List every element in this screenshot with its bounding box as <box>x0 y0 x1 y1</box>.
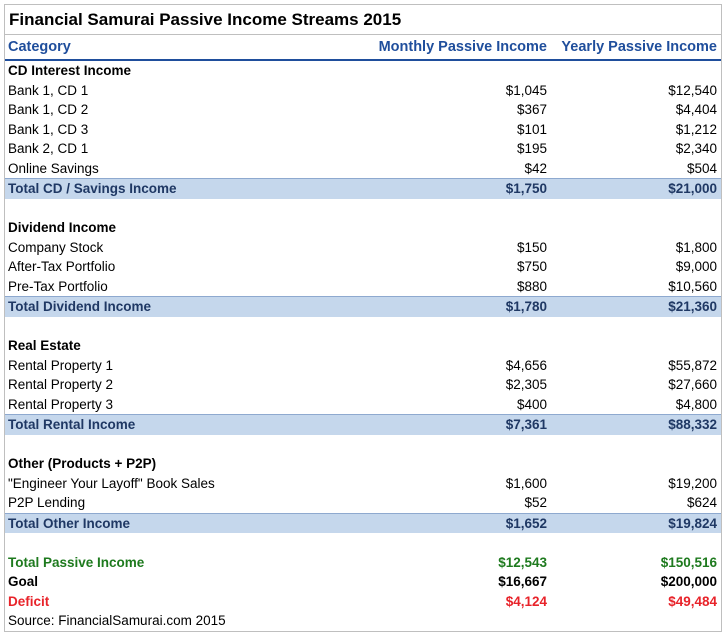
row-yearly: $1,800 <box>675 239 717 255</box>
total-monthly: $7,361 <box>505 417 547 433</box>
blank-row <box>5 317 721 337</box>
section-heading-cd <box>5 61 721 81</box>
row-monthly: $195 <box>516 141 547 157</box>
column-header-row <box>5 35 721 61</box>
row-label: Rental Property 2 <box>8 377 114 393</box>
row-yearly: $27,660 <box>668 377 717 393</box>
table-row <box>5 395 721 415</box>
row-yearly: $624 <box>686 495 717 511</box>
row-yearly: $19,200 <box>668 475 717 491</box>
section-heading-label: Other (Products + P2P) <box>8 456 157 472</box>
row-monthly: $367 <box>516 102 547 118</box>
total-label: Total Rental Income <box>8 417 136 433</box>
table-title: Financial Samurai Passive Income Streams 2015 <box>5 5 721 35</box>
source-note-row <box>5 611 721 631</box>
total-label: Total Dividend Income <box>8 299 152 315</box>
source-note: Source: FinancialSamurai.com 2015 <box>8 613 226 629</box>
summary-yearly: $150,516 <box>660 554 717 570</box>
summary-row-deficit <box>5 592 721 612</box>
row-monthly: $2,305 <box>505 377 547 393</box>
row-monthly: $42 <box>524 160 547 176</box>
summary-label: Deficit <box>8 593 50 609</box>
table-row <box>5 277 721 297</box>
column-header-category: Category <box>8 39 71 55</box>
section-heading-dividend <box>5 218 721 238</box>
row-monthly: $101 <box>516 121 547 137</box>
total-monthly: $1,652 <box>505 515 547 531</box>
summary-label: Goal <box>8 574 39 590</box>
summary-monthly: $16,667 <box>498 574 547 590</box>
row-monthly: $1,600 <box>505 475 547 491</box>
row-yearly: $4,404 <box>675 102 717 118</box>
row-label: Bank 2, CD 1 <box>8 141 89 157</box>
total-label: Total Other Income <box>8 515 131 531</box>
total-yearly: $19,824 <box>668 515 717 531</box>
row-yearly: $12,540 <box>668 82 717 98</box>
total-monthly: $1,780 <box>505 299 547 315</box>
blank-row <box>5 199 721 219</box>
row-monthly: $880 <box>516 278 547 294</box>
row-yearly: $1,212 <box>675 121 717 137</box>
row-label: Bank 1, CD 2 <box>8 102 89 118</box>
total-row-rental <box>5 414 721 435</box>
row-label: Company Stock <box>8 239 104 255</box>
blank-row <box>5 435 721 455</box>
table-row <box>5 493 721 513</box>
section-heading-other <box>5 454 721 474</box>
row-yearly: $10,560 <box>668 278 717 294</box>
row-yearly: $55,872 <box>668 357 717 373</box>
row-monthly: $750 <box>516 259 547 275</box>
column-header-yearly: Yearly Passive Income <box>561 39 717 55</box>
row-label: After-Tax Portfolio <box>8 259 116 275</box>
row-monthly: $4,656 <box>505 357 547 373</box>
total-row-cd <box>5 178 721 199</box>
table-row <box>5 356 721 376</box>
total-row-dividend <box>5 296 721 317</box>
summary-yearly: $200,000 <box>660 574 717 590</box>
row-label: Bank 1, CD 1 <box>8 82 89 98</box>
table-row <box>5 238 721 258</box>
section-heading-label: CD Interest Income <box>8 63 132 79</box>
row-label: Rental Property 1 <box>8 357 114 373</box>
total-label: Total CD / Savings Income <box>8 181 177 197</box>
table-row <box>5 100 721 120</box>
row-label: Bank 1, CD 3 <box>8 121 89 137</box>
row-label: Rental Property 3 <box>8 396 114 412</box>
table-row <box>5 474 721 494</box>
section-heading-label: Real Estate <box>8 338 81 354</box>
row-yearly: $504 <box>686 160 717 176</box>
row-label: Online Savings <box>8 160 99 176</box>
summary-label: Total Passive Income <box>8 554 145 570</box>
total-yearly: $21,000 <box>668 181 717 197</box>
row-monthly: $150 <box>516 239 547 255</box>
row-yearly: $9,000 <box>675 259 717 275</box>
row-monthly: $400 <box>516 396 547 412</box>
table-row <box>5 120 721 140</box>
summary-row-total-passive <box>5 553 721 573</box>
table-row <box>5 139 721 159</box>
row-label: Pre-Tax Portfolio <box>8 278 108 294</box>
table-row <box>5 81 721 101</box>
row-label: "Engineer Your Layoff" Book Sales <box>8 475 215 491</box>
summary-row-goal <box>5 572 721 592</box>
income-table <box>4 4 722 632</box>
row-yearly: $4,800 <box>675 396 717 412</box>
section-heading-label: Dividend Income <box>8 220 117 236</box>
table-row <box>5 375 721 395</box>
total-row-other <box>5 513 721 534</box>
column-header-monthly: Monthly Passive Income <box>378 39 547 55</box>
row-monthly: $52 <box>524 495 547 511</box>
table-row <box>5 257 721 277</box>
row-label: P2P Lending <box>8 495 86 511</box>
total-yearly: $88,332 <box>668 417 717 433</box>
summary-monthly: $12,543 <box>498 554 547 570</box>
total-yearly: $21,360 <box>668 299 717 315</box>
total-monthly: $1,750 <box>505 181 547 197</box>
table-row <box>5 159 721 179</box>
summary-monthly: $4,124 <box>505 593 547 609</box>
row-monthly: $1,045 <box>505 82 547 98</box>
section-heading-real-estate <box>5 336 721 356</box>
row-yearly: $2,340 <box>675 141 717 157</box>
summary-yearly: $49,484 <box>668 593 717 609</box>
blank-row <box>5 533 721 553</box>
